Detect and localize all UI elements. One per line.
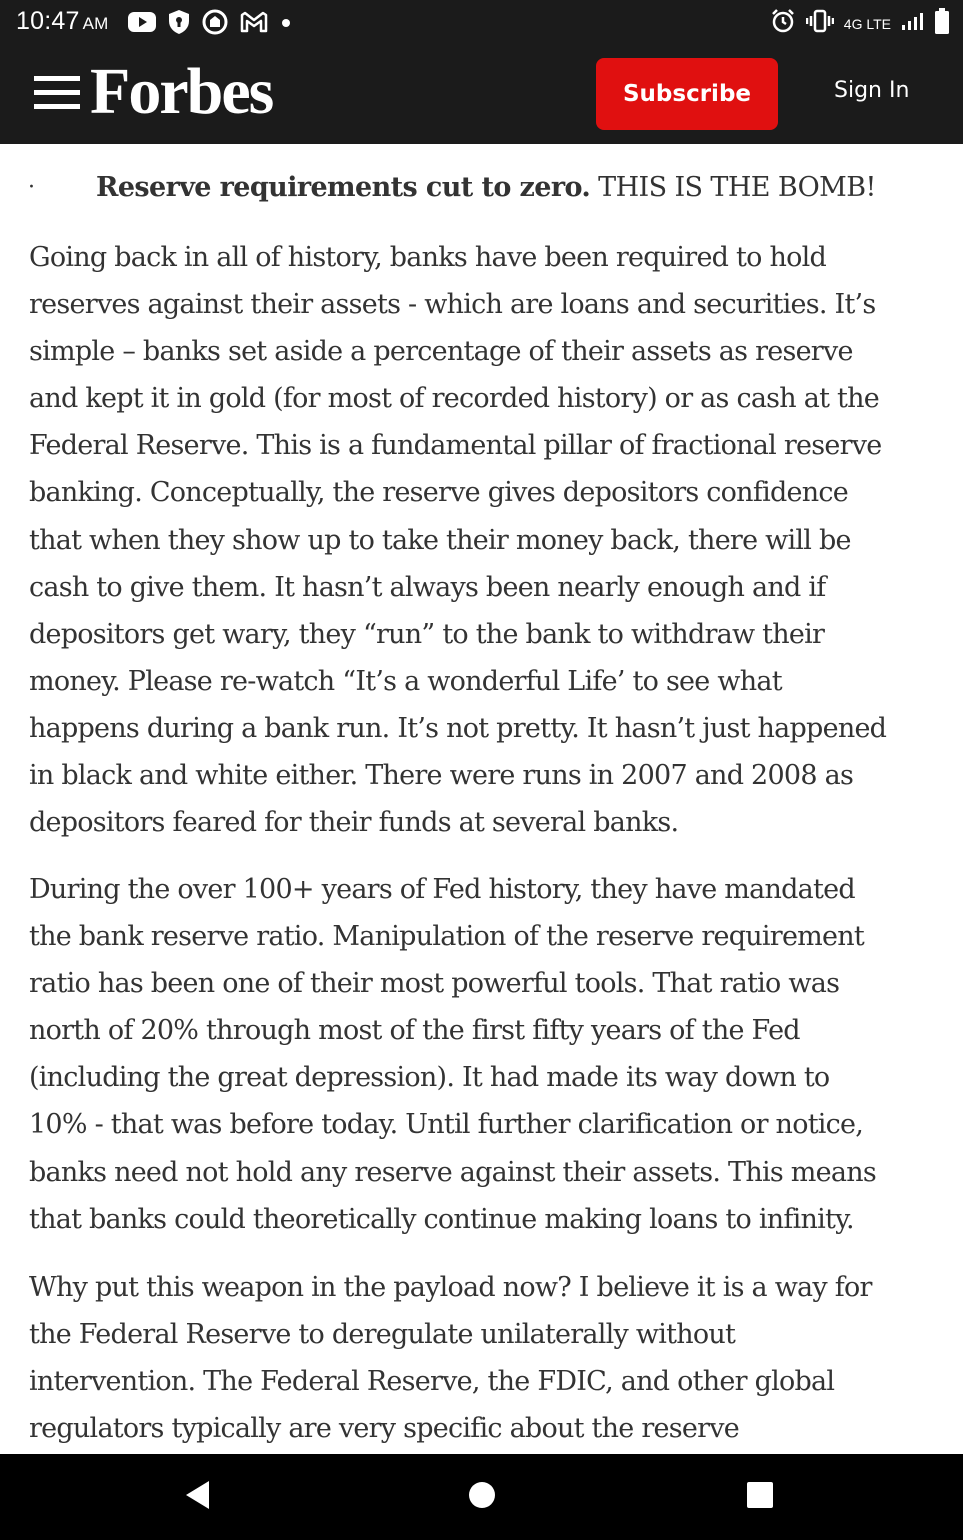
paragraph-line: banking. Conceptually, the reserve gives depositors confidence — [29, 477, 848, 509]
system-icons — [770, 8, 949, 39]
notification-dot-icon — [280, 16, 292, 34]
subscribe-button[interactable]: Subscribe — [596, 58, 778, 130]
article-paragraph-1 — [29, 234, 949, 846]
paragraph-line: During the over 100+ years of Fed history, they have mandated — [29, 874, 855, 905]
status-bar — [0, 0, 963, 44]
recents-button[interactable] — [712, 1454, 808, 1540]
paragraph-line: banks need not hold any reserve against their assets. This means — [29, 1156, 876, 1188]
status-time — [16, 7, 108, 36]
bullet-rest-text: THIS IS THE BOMB! — [590, 172, 876, 203]
signal-icon — [901, 11, 925, 36]
paragraph-line: ratio has been one of their most powerful tools. That ratio was — [29, 968, 840, 1000]
vibrate-icon — [806, 9, 834, 38]
paragraph-line: Going back in all of history, banks have been required to hold — [29, 242, 827, 273]
paragraph-line: Federal Reserve. This is a fundamental pillar of fractional reserve — [29, 430, 882, 462]
paragraph-line: Why put this weapon in the payload now? I believe it is a way for — [29, 1272, 872, 1303]
battery-icon — [935, 8, 949, 39]
recents-icon — [745, 1480, 775, 1515]
paragraph-line: depositors get wary, they “run” to the bank to withdraw their — [29, 618, 825, 650]
vpn-icon — [202, 9, 228, 40]
status-time-ampm: AM — [82, 14, 109, 33]
sign-in-link[interactable]: Sign In — [834, 78, 910, 103]
paragraph-line: money. Please re-watch “It’s a wonderful Life’ to see what — [29, 665, 782, 697]
paragraph-line: (including the great depression). It had made its way down to — [29, 1062, 830, 1094]
back-icon — [183, 1479, 213, 1516]
home-icon — [467, 1480, 497, 1515]
paragraph-line: cash to give them. It hasn’t always been nearly enough and if — [29, 571, 826, 603]
system-nav-bar — [0, 1454, 963, 1540]
paragraph-line: depositors feared for their funds at several banks. — [29, 807, 679, 839]
paragraph-line: regulators typically are very specific about the reserve — [29, 1413, 739, 1445]
notification-icons — [128, 9, 292, 40]
article-paragraph-2 — [29, 866, 949, 1243]
paragraph-line: happens during a bank run. It’s not pretty. It hasn’t just happened — [29, 712, 887, 744]
paragraph-line: the bank reserve ratio. Manipulation of the reserve requirement — [29, 921, 864, 953]
paragraph-line: and kept it in gold (for most of recorded history) or as cash at the — [29, 383, 880, 415]
bullet-text — [96, 168, 876, 208]
home-button[interactable] — [434, 1454, 530, 1540]
article-body — [0, 144, 963, 1454]
paragraph-line: that banks could theoretically continue making loans to infinity. — [29, 1203, 854, 1235]
alarm-icon — [770, 8, 796, 39]
bullet-bold-text: Reserve requirements cut to zero. — [96, 172, 591, 203]
paragraph-line: the Federal Reserve to deregulate unilaterally without — [29, 1319, 736, 1351]
paragraph-line: north of 20% through most of the first fifty years of the Fed — [29, 1015, 800, 1047]
status-time-value: 10:47 — [16, 7, 80, 35]
paragraph-line: in black and white either. There were runs in 2007 and 2008 as — [29, 760, 854, 792]
forbes-logo[interactable]: Forbes — [90, 55, 273, 128]
paragraph-line: 10% - that was before today. Until further clarification or notice, — [29, 1109, 864, 1141]
back-button[interactable] — [150, 1454, 246, 1540]
bullet-dot: · — [28, 175, 35, 200]
paragraph-line: reserves against their assets - which are loans and securities. It’s — [29, 289, 876, 321]
paragraph-line: simple – banks set aside a percentage of their assets as reserve — [29, 336, 853, 368]
shield-icon — [168, 9, 190, 40]
gmail-icon — [240, 11, 268, 38]
network-type-label: 4G LTE — [843, 15, 891, 32]
article-paragraph-3 — [29, 1264, 949, 1452]
paragraph-line: that when they show up to take their money back, there will be — [29, 524, 851, 556]
hamburger-menu-icon[interactable] — [34, 74, 80, 112]
youtube-icon — [128, 11, 156, 38]
paragraph-line: intervention. The Federal Reserve, the FDIC, and other global — [29, 1366, 835, 1398]
site-header — [0, 44, 963, 144]
